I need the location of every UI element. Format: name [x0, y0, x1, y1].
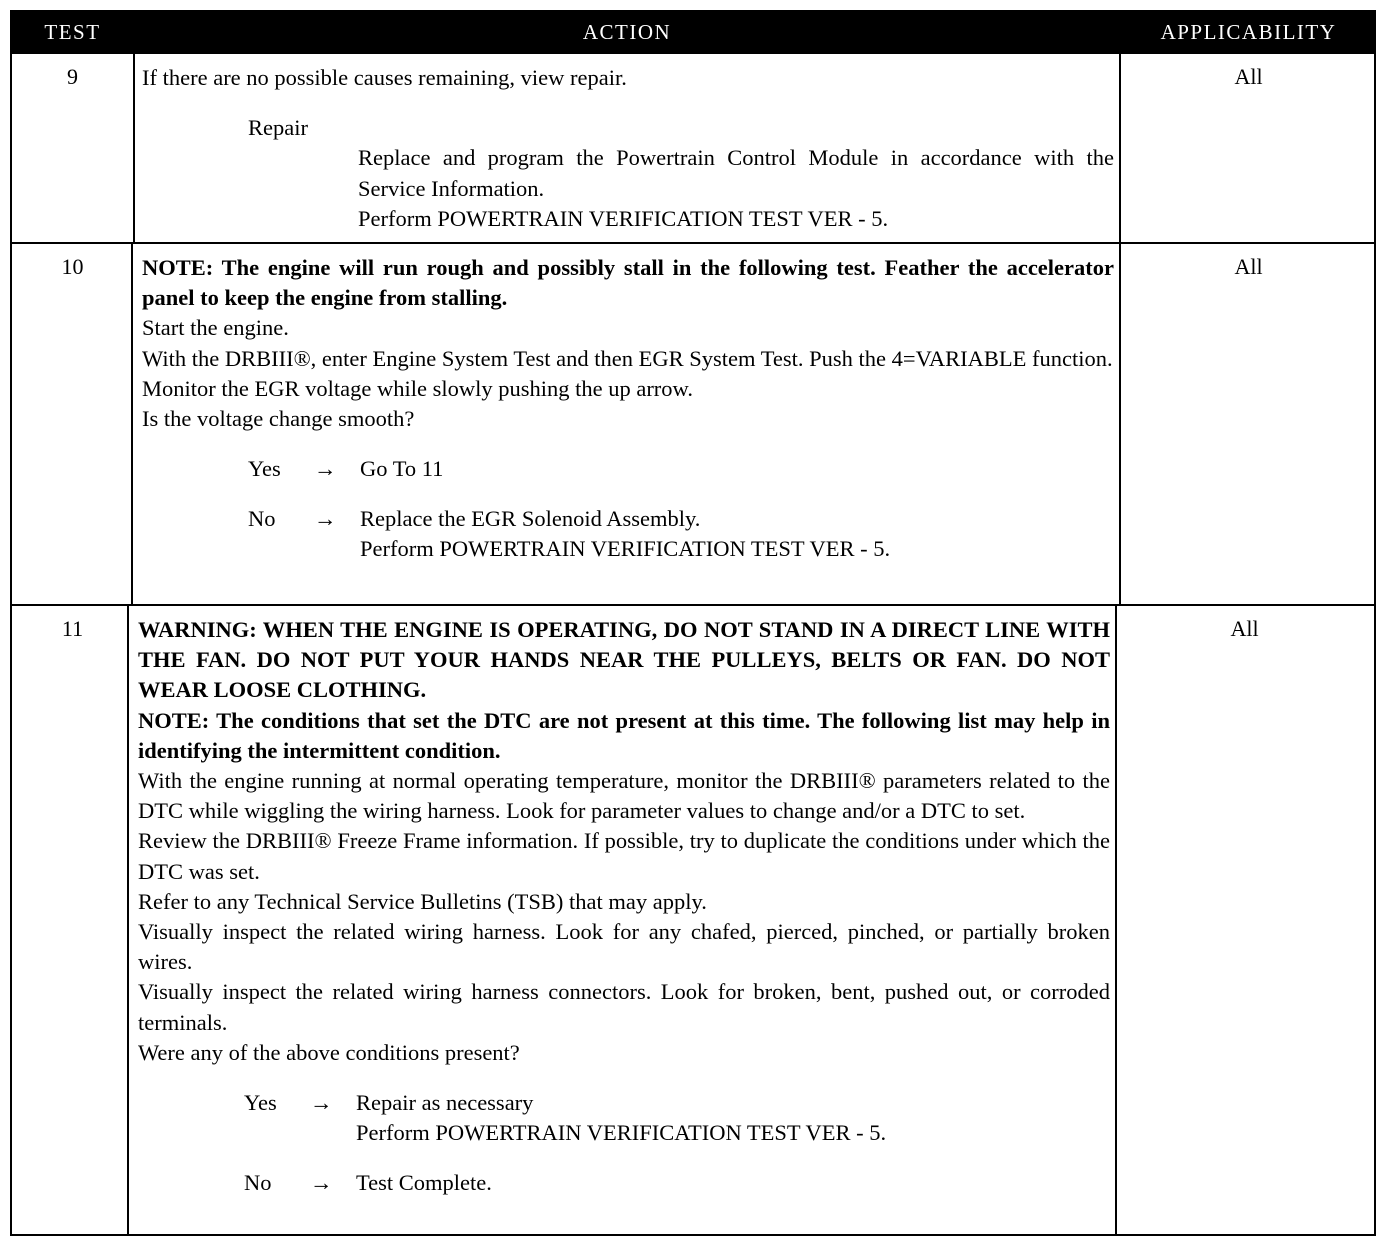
diagnostic-table [10, 10, 1376, 1236]
no-label: No [244, 1170, 272, 1196]
repair-text: Replace and program the Powertrain Control Module in accordance with the Service Information. [358, 145, 1114, 201]
arrow-right-icon: → [310, 1170, 333, 1196]
no-response [138, 1168, 1110, 1198]
step-text: Is the voltage change smooth? [142, 406, 415, 432]
step-text: Review the DRBIII® Freeze Frame information. If possible, try to duplicate the conditions under which the DTC was set. [138, 828, 1110, 884]
test-row-9 [12, 52, 1374, 244]
column-divider [1119, 244, 1121, 606]
header-action: ACTION [582, 20, 672, 44]
note-text: NOTE: The conditions that set the DTC are not present at this time. The following list may help in identifying the intermittent condition. [138, 707, 1110, 763]
arrow-right-icon: → [314, 506, 337, 532]
applicability-value: All [1234, 64, 1263, 89]
action-text: If there are no possible causes remaining, view repair. [142, 65, 627, 90]
column-divider [131, 244, 133, 606]
yes-response [138, 1088, 1110, 1118]
step-text: Refer to any Technical Service Bulletins (TSB) that may apply. [138, 888, 707, 914]
yes-label: Yes [244, 1090, 277, 1116]
no-text: Replace the EGR Solenoid Assembly. [360, 506, 701, 532]
arrow-right-icon: → [314, 456, 337, 482]
step-text: Were any of the above conditions present? [138, 1039, 520, 1065]
repair-verify: Perform POWERTRAIN VERIFICATION TEST VER - 5. [358, 205, 889, 231]
yes-verify: Perform POWERTRAIN VERIFICATION TEST VER - 5. [356, 1120, 887, 1146]
no-verify: Perform POWERTRAIN VERIFICATION TEST VER - 5. [360, 536, 891, 562]
column-divider [1115, 606, 1117, 1236]
applicability-value: All [1234, 254, 1263, 279]
header-test: TEST [44, 20, 101, 44]
arrow-right-icon: → [310, 1090, 333, 1116]
note-text: NOTE: The engine will run rough and possibly stall in the following test. Feather the accelerator panel to keep the engine from stalling. [142, 255, 1114, 311]
action-cell [142, 253, 1114, 564]
column-divider [127, 606, 129, 1236]
yes-text: Repair as necessary [356, 1090, 534, 1116]
no-verify-line [142, 534, 1114, 564]
applicability-value: All [1230, 616, 1259, 641]
test-row-10 [12, 242, 1374, 606]
yes-label: Yes [248, 456, 281, 482]
test-number: 9 [67, 64, 78, 89]
yes-response [142, 454, 1114, 484]
table-header [12, 12, 1374, 52]
no-text: Test Complete. [356, 1170, 492, 1196]
step-text: Start the engine. [142, 315, 289, 341]
step-text: With the engine running at normal operating temperature, monitor the DRBIII® parameters related to the DTC while wiggling the wiring harness. Look for parameter values to change and/or a DTC to set. [138, 768, 1110, 824]
step-text: Monitor the EGR voltage while slowly pushing the up arrow. [142, 375, 693, 401]
test-number: 11 [61, 616, 84, 641]
test-number: 10 [61, 254, 84, 279]
no-label: No [248, 506, 276, 532]
step-text: Visually inspect the related wiring harness connectors. Look for broken, bent, pushed out, or corroded terminals. [138, 979, 1110, 1035]
step-text: With the DRBIII®, enter Engine System Test and then EGR System Test. Push the 4=VARIABLE function. [142, 345, 1113, 371]
header-applicability: APPLICABILITY [1160, 20, 1337, 44]
step-text: Visually inspect the related wiring harness. Look for any chafed, pierced, pinched, or partially broken wires. [138, 919, 1110, 975]
action-cell [142, 63, 1114, 234]
yes-verify-line [138, 1118, 1110, 1148]
repair-label: Repair [248, 115, 308, 141]
action-cell [138, 615, 1110, 1198]
yes-text: Go To 11 [360, 456, 444, 482]
warning-text: WARNING: WHEN THE ENGINE IS OPERATING, DO NOT STAND IN A DIRECT LINE WITH THE FAN. DO NOT PUT YOUR HANDS NEAR THE PULLEYS, BELTS OR FAN. DO NOT WEAR LOOSE CLOTHING. [138, 617, 1110, 703]
test-row-11 [12, 604, 1374, 1236]
no-response [142, 504, 1114, 534]
column-divider [133, 54, 135, 244]
